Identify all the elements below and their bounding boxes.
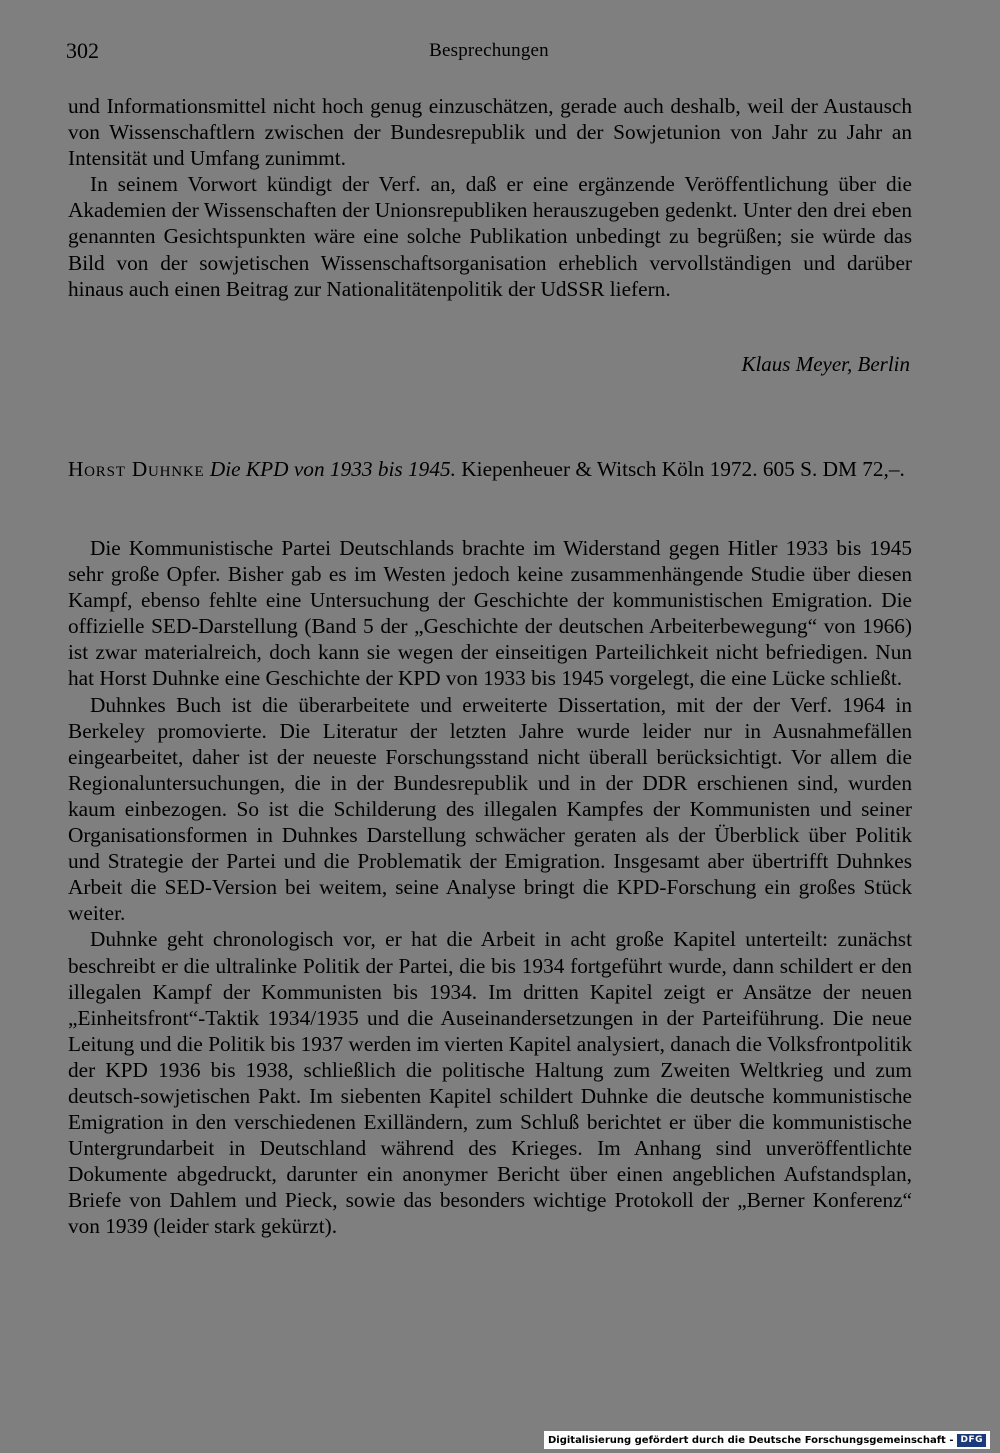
review-2-body <box>68 535 912 1240</box>
funding-note: Digitalisierung gefördert durch die Deutsche Forschungsgemeinschaft - <box>547 1434 954 1446</box>
review-2-paragraph: Duhnke geht chronologisch vor, er hat die Arbeit in acht große Kapitel unterteilt: zunächst beschreibt er die ultralinke Politik der Partei, die bis 1934 fortgeführt wurde, dann schildert er den illegalen Kampf der Kommunisten bis 1934. Im dritten Kapitel zeigt er Ansätze der neuen „Einheitsfront“-Taktik 1934/1935 und die Auseinandersetzungen in der Parteiführung. Die neue Leitung und die Politik bis 1937 werden im vierten Kapitel analysiert, danach die Volksfrontpolitik der KPD 1936 bis 1938, schließlich die politische Haltung zum Zweiten Weltkrieg und zum deutsch-sowjetischen Pakt. Im siebenten Kapitel schildert Duhnke die deutsche kommunistische Emigration in den verschiedenen Exilländern, zum Schluß berichtet er über die kommunistische Untergrundarbeit in Deutschland während des Krieges. Im Anhang sind unveröffentlichte Dokumente abgedruckt, darunter ein anonymer Bericht über einen angeblichen Aufstandsplan, Briefe von Dahlem und Pieck, sowie das besonders wichtige Protokoll der „Berner Konferenz“ von 1939 (leider stark gekürzt). <box>68 927 912 1239</box>
digitization-footer <box>544 1431 990 1449</box>
review-2-paragraph: Duhnkes Buch ist die überarbeitete und erweiterte Dissertation, mit der der Verf. 1964 in Berkeley promovierte. Die Literatur der letzten Jahre wurde leider nur in Ausnahmefällen eingearbeitet, daher ist der neueste Forschungsstand nicht überall berücksichtigt. Vor allem die Regionaluntersuchungen, die in der Bundesrepublik und in der DDR erschienen sind, wurden kaum einbezogen. So ist die Schilderung des illegalen Kampfes der Kommunisten und seiner Organisationsformen in Duhnkes Darstellung schwächer geraten als der Überblick über Politik und Strategie der Partei und die Problematik der Emigration. Insgesamt aber übertrifft Duhnkes Arbeit die SED-Version bei weitem, seine Analyse bringt die KPD-Forschung ein großes Stück weiter. <box>68 692 912 926</box>
running-title: Besprechungen <box>429 40 549 61</box>
review-1-body <box>68 93 912 302</box>
page-header <box>66 38 912 68</box>
review-1-signature: Klaus Meyer, Berlin <box>741 352 910 376</box>
review-1-paragraph: und Informationsmittel nicht hoch genug einzuschätzen, gerade auch deshalb, weil der Austausch von Wissenschaftlern zwischen der Bundesrepublik und der Sowjetunion von Jahr zu Jahr an Intensität und Umfang zunimmt. <box>68 94 912 171</box>
review-2-paragraph: Die Kommunistische Partei Deutschlands brachte im Widerstand gegen Hitler 1933 bis 1945 sehr große Opfer. Bisher gab es im Westen jedoch keine zusammenhängende Studie über diesen Kampf, ebenso fehlte eine Untersuchung der Geschichte der kommunistischen Emigration. Die offizielle SED-Darstellung (Band 5 der „Geschichte der deutschen Arbeiterbewegung“ von 1966) ist zwar materialreich, doch kann sie wegen der einseitigen Parteilichkeit nicht befriedigen. Nun hat Horst Duhnke eine Geschichte der KPD von 1933 bis 1945 vorgelegt, die eine Lücke schließt. <box>68 536 912 691</box>
page-number: 302 <box>66 38 99 63</box>
dfg-logo-icon: DFG <box>957 1434 986 1447</box>
review-1-paragraph: In seinem Vorwort kündigt der Verf. an, daß er eine ergänzende Veröffentlichung über die Akademien der Wissenschaften der Unionsrepubliken herauszugeben gedenkt. Unter den drei eben genannten Gesichtspunkten wäre eine solche Publikation unbedingt zu begrüßen; sie würde das Bild von der sowjetischen Wissenschaftsorganisation erheblich vervollständigen und darüber hinaus auch einen Beitrag zur Nationalitätenpolitik der UdSSR liefern. <box>68 172 912 301</box>
review-2-citation <box>68 456 912 483</box>
book-author: Horst Duhnke <box>68 457 205 481</box>
book-publication: Kiepenheuer & Witsch Köln 1972. 605 S. DM 72,–. <box>461 457 905 481</box>
book-title: Die KPD von 1933 bis 1945. <box>209 457 456 481</box>
